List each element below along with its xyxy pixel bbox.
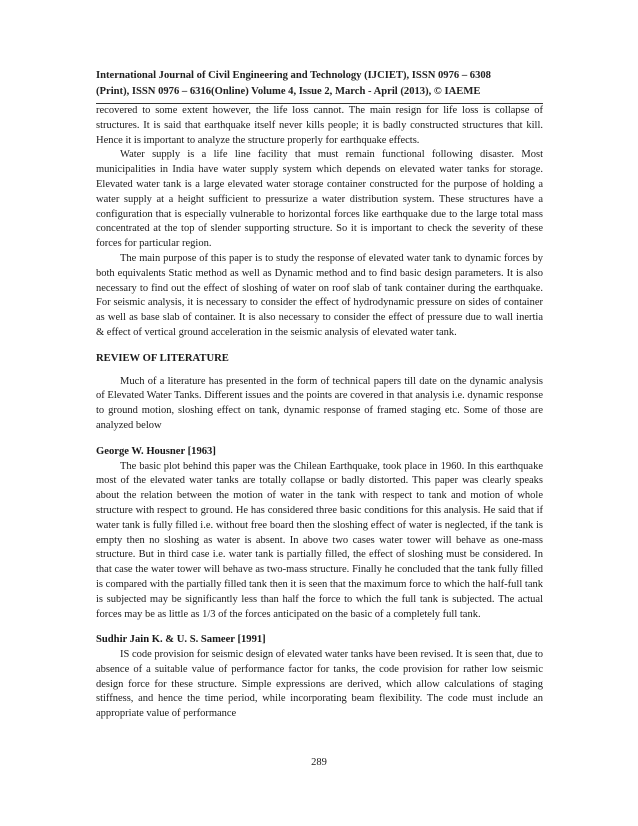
page-number: 289 <box>311 757 327 768</box>
journal-header-line-1: International Journal of Civil Engineering and Technology (IJCIET), ISSN 0976 – 6308 <box>96 70 491 81</box>
paragraph-purpose: The main purpose of this paper is to study the response of elevated water tank to dynamic forces by both equivalents Static method as well as Dynamic method and to find basic design parameters. It is also necessary to find out the effect of sloshing of water on roof slab of tank container during the earthquake. For seismic analysis, it is necessary to consider the effect of hydrodynamic pressure on sides of container as well as base slab of container. It is also necessary to consider the effect of pressure due to wall inertia & effect of vertical ground acceleration in the seismic analysis of elevated water tank. <box>96 252 543 338</box>
paragraph-jain-sameer: IS code provision for seismic design of elevated water tanks have been revised. It is seen that, due to absence of a suitable value of performance factor for tanks, the code provision for rather low seismic design force for these structure. Simple expressions are derived, which allow calculations of staging stiffness, and hence the time period, while incorporating beam flexibility. The code must include an appropriate value of performance <box>96 649 543 720</box>
paragraph-housner: The basic plot behind this paper was the Chilean Earthquake, took place in 1960. In this earthquake most of the elevated water tanks are totally collapse or badly distorted. This paper was clearly speaks about the relation between the motion of water in the tank with respect to tank and motion of whole structure with respect to ground. He has considered three basic conditions for this analysis. He said that if water tank is fully filled i.e. without free board then the sloshing effect of water is neglected, if the tank is empty then no sloshing as water is absent. In above two cases water tower will behave as one-mass structure. But in third case i.e. water tank is partially filled, the effect of sloshing must be considered. In that case the water tower will behave as two-mass structure. Finally he concluded that the tank fully filled is compared with the partially filled tank then it is seen that the maximum force to which the half-full tank is subjected may be significantly less than half the force to which the full tank is subjected. The actual forces may be as little as 1/3 of the forces anticipated on the basic of a completely full tank. <box>96 460 543 620</box>
subheading-jain-sameer: Sudhir Jain K. & U. S. Sameer [1991] <box>96 634 266 646</box>
journal-header-line-2: (Print), ISSN 0976 – 6316(Online) Volume 4, Issue 2, March - April (2013), © IAEME <box>96 86 481 97</box>
section-heading-literature: REVIEW OF LITERATURE <box>96 352 229 364</box>
paragraph-intro: recovered to some extent however, the life loss cannot. The main resign for life loss is collapse of structures. It is said that earthquake itself never kills people; it is badly constructed structures that kill. Hence it is important to analyze the structure properly for earthquake effects. <box>96 105 543 146</box>
paragraph-literature-intro: Much of a literature has presented in the form of technical papers till date on the dynamic analysis of Elevated Water Tanks. Different issues and the points are covered in that analysis i.e. dynamic response to ground motion, sloshing effect on tank, dynamic response of framed staging etc. Some of those are analyzed below <box>96 375 543 431</box>
subheading-housner: George W. Housner [1963] <box>96 445 216 457</box>
journal-header <box>96 68 544 100</box>
paragraph-water-supply: Water supply is a life line facility that must remain functional following disaster. Most municipalities in India have water supply system which depends on elevated water tanks for storage. Elevated water tank is a large elevated water storage container constructed for the purpose of holding a water supply at a height sufficient to pressurize a water distribution system. These structures have a configuration that is especially vulnerable to horizontal forces like earthquake due to the large total mass concentrated at the top of slender supporting structure. So it is important to check the severity of these forces for particular region. <box>96 149 543 250</box>
body-text <box>96 104 543 722</box>
